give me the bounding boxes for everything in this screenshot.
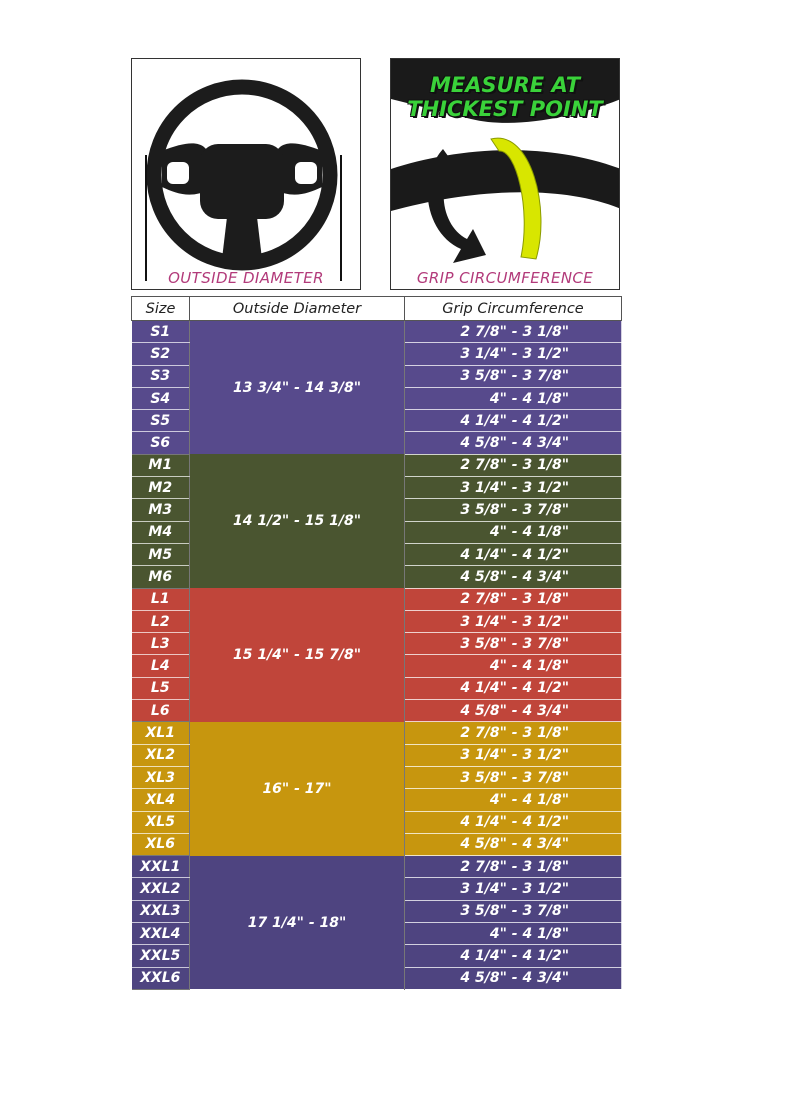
- size-cell: XXL5: [132, 945, 190, 967]
- grip-circumference-cell: 4 5/8" - 4 3/4": [405, 967, 622, 989]
- size-cell: S3: [132, 365, 190, 387]
- outside-diameter-cell: 14 1/2" - 15 1/8": [190, 454, 405, 588]
- size-cell: M4: [132, 521, 190, 543]
- size-cell: S2: [132, 343, 190, 365]
- outside-diameter-cell: 17 1/4" - 18": [190, 856, 405, 990]
- outside-diameter-illustration: [131, 58, 361, 290]
- size-cell: S6: [132, 432, 190, 454]
- grip-circumference-cell: 4" - 4 1/8": [405, 655, 622, 677]
- size-cell: XL5: [132, 811, 190, 833]
- grip-circumference-cell: 4 1/4" - 4 1/2": [405, 543, 622, 565]
- grip-circumference-cell: 4 1/4" - 4 1/2": [405, 945, 622, 967]
- measure-banner: [391, 73, 619, 121]
- grip-circumference-cell: 4 5/8" - 4 3/4": [405, 566, 622, 588]
- grip-circumference-illustration: [390, 58, 620, 290]
- size-cell: S1: [132, 321, 190, 343]
- grip-circumference-cell: 4 1/4" - 4 1/2": [405, 410, 622, 432]
- measure-banner-line1: MEASURE AT: [429, 73, 581, 97]
- grip-circumference-cell: 4" - 4 1/8": [405, 789, 622, 811]
- header-outside-diameter: Outside Diameter: [190, 297, 405, 321]
- grip-circumference-cell: 3 1/4" - 3 1/2": [405, 878, 622, 900]
- table-row: [132, 454, 622, 476]
- table-row: [132, 722, 622, 744]
- grip-circumference-cell: 3 5/8" - 3 7/8": [405, 633, 622, 655]
- grip-circumference-cell: 3 1/4" - 3 1/2": [405, 610, 622, 632]
- grip-circumference-cell: 4" - 4 1/8": [405, 387, 622, 409]
- size-cell: M6: [132, 566, 190, 588]
- table-body: [132, 321, 622, 990]
- grip-circumference-cell: 4 1/4" - 4 1/2": [405, 811, 622, 833]
- size-cell: L3: [132, 633, 190, 655]
- grip-circumference-cell: 4 1/4" - 4 1/2": [405, 677, 622, 699]
- table-row: [132, 588, 622, 610]
- size-chart-table: [131, 296, 622, 990]
- header-grip-circumference: Grip Circumference: [405, 297, 622, 321]
- grip-circumference-cell: 3 5/8" - 3 7/8": [405, 365, 622, 387]
- grip-circumference-cell: 2 7/8" - 3 1/8": [405, 856, 622, 878]
- size-cell: M2: [132, 477, 190, 499]
- size-cell: XL3: [132, 766, 190, 788]
- grip-circumference-cell: 2 7/8" - 3 1/8": [405, 321, 622, 343]
- size-cell: XXL6: [132, 967, 190, 989]
- outside-diameter-cell: 16" - 17": [190, 722, 405, 856]
- size-cell: XXL1: [132, 856, 190, 878]
- size-cell: S4: [132, 387, 190, 409]
- size-cell: XXL3: [132, 900, 190, 922]
- size-cell: M5: [132, 543, 190, 565]
- grip-circumference-cell: 3 5/8" - 3 7/8": [405, 900, 622, 922]
- size-cell: L6: [132, 700, 190, 722]
- size-cell: XXL4: [132, 923, 190, 945]
- grip-circumference-cell: 3 1/4" - 3 1/2": [405, 744, 622, 766]
- size-cell: M3: [132, 499, 190, 521]
- measure-banner-line2: THICKEST POINT: [407, 97, 603, 121]
- grip-circumference-caption: GRIP CIRCUMFERENCE: [416, 269, 594, 287]
- grip-circumference-cell: 4 5/8" - 4 3/4": [405, 700, 622, 722]
- size-cell: L4: [132, 655, 190, 677]
- outside-diameter-cell: 15 1/4" - 15 7/8": [190, 588, 405, 722]
- size-cell: M1: [132, 454, 190, 476]
- grip-circumference-cell: 3 1/4" - 3 1/2": [405, 343, 622, 365]
- grip-circumference-cell: 3 1/4" - 3 1/2": [405, 477, 622, 499]
- grip-circumference-cell: 4" - 4 1/8": [405, 923, 622, 945]
- grip-circumference-cell: 3 5/8" - 3 7/8": [405, 766, 622, 788]
- grip-circumference-cell: 2 7/8" - 3 1/8": [405, 722, 622, 744]
- size-cell: S5: [132, 410, 190, 432]
- size-cell: XL4: [132, 789, 190, 811]
- size-cell: XL2: [132, 744, 190, 766]
- grip-circumference-cell: 2 7/8" - 3 1/8": [405, 588, 622, 610]
- grip-circumference-cell: 2 7/8" - 3 1/8": [405, 454, 622, 476]
- header-size: Size: [132, 297, 190, 321]
- grip-circumference-cell: 4" - 4 1/8": [405, 521, 622, 543]
- grip-circumference-cell: 4 5/8" - 4 3/4": [405, 432, 622, 454]
- size-cell: L2: [132, 610, 190, 632]
- size-cell: XL1: [132, 722, 190, 744]
- table-row: [132, 321, 622, 343]
- size-cell: XL6: [132, 833, 190, 855]
- outside-diameter-caption: OUTSIDE DIAMETER: [168, 269, 324, 287]
- size-cell: XXL2: [132, 878, 190, 900]
- outside-diameter-cell: 13 3/4" - 14 3/8": [190, 321, 405, 455]
- table-header-row: [132, 297, 622, 321]
- grip-circumference-cell: 3 5/8" - 3 7/8": [405, 499, 622, 521]
- grip-circumference-cell: 4 5/8" - 4 3/4": [405, 833, 622, 855]
- table-row: [132, 856, 622, 878]
- size-cell: L5: [132, 677, 190, 699]
- size-cell: L1: [132, 588, 190, 610]
- steering-wheel-icon: [132, 59, 361, 290]
